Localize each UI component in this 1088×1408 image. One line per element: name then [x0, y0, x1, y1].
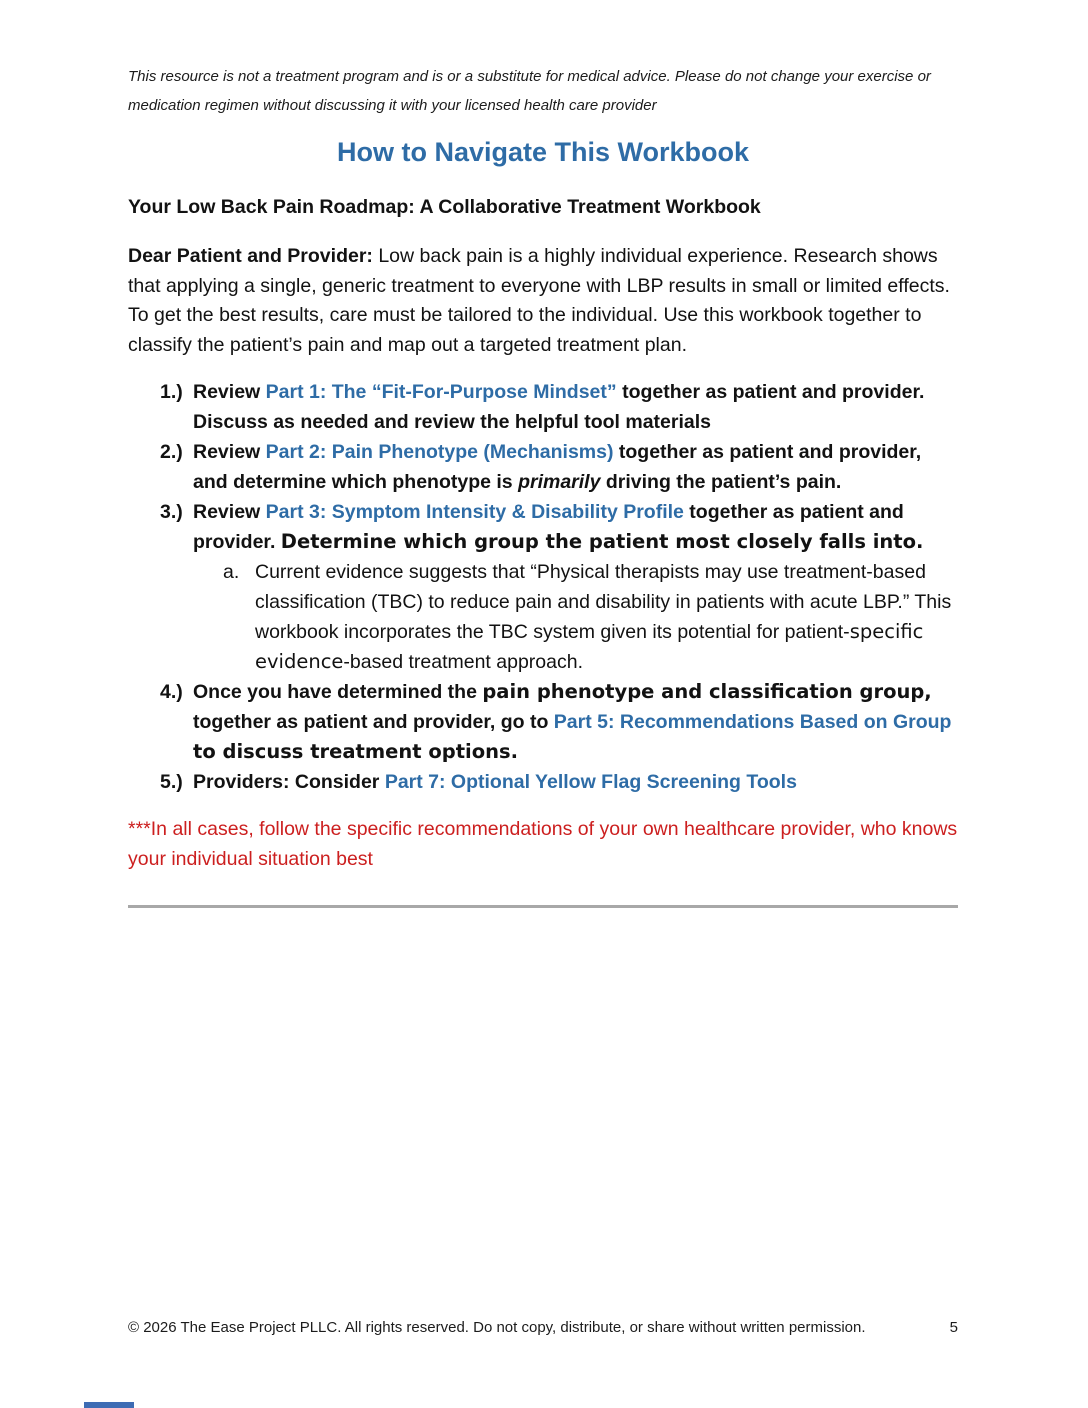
- item4-mid: together as patient and provider, go to: [193, 711, 554, 733]
- document-subtitle: Your Low Back Pain Roadmap: A Collaborative Treatment Workbook: [128, 196, 761, 218]
- list-item-1: [160, 377, 958, 437]
- list-subitem-a: [223, 557, 958, 677]
- item1-post: together as patient and provider. Discuss as needed and review the helpful tool materials: [193, 381, 925, 433]
- item5-pre: Providers: Consider: [193, 771, 385, 793]
- list-item-text: [193, 437, 958, 497]
- item4-post: to discuss treatment options.: [193, 740, 519, 763]
- page-title: How to Navigate This Workbook: [336, 137, 750, 167]
- list-item-5: [160, 767, 958, 797]
- intro-body: Low back pain is a highly individual experience. Research shows that applying a single, generic treatment to everyone with LBP results in small or limited effects. To get the best results, care must be tailored to the individual. Use this workbook together to classify the patient’s pain and map out a targeted treatment plan.: [128, 245, 950, 356]
- link-part-3[interactable]: Part 3: Symptom Intensity & Disability Profile: [265, 501, 684, 523]
- list-item-2: [160, 437, 958, 497]
- item2-emphasis: primarily: [518, 471, 601, 493]
- page-number: 5: [949, 1319, 958, 1336]
- link-part-1[interactable]: Part 1: The “Fit-For-Purpose Mindset”: [265, 381, 617, 403]
- list-item-text: [193, 677, 958, 767]
- numbered-list: [128, 377, 958, 797]
- item3-mid: together as patient and provider.: [193, 501, 904, 553]
- item3-pre: Review: [193, 501, 266, 523]
- item3-heavy: Determine which group the patient most closely falls into.: [280, 530, 924, 553]
- item4-pre: Once you have determined the: [193, 681, 483, 703]
- section-divider: [128, 905, 958, 908]
- list-item-4: [160, 677, 958, 767]
- item4-heavy: pain phenotype and classification group,: [482, 680, 932, 703]
- scrollbar-thumb[interactable]: [84, 1402, 134, 1408]
- list-item-number: a.: [223, 561, 240, 583]
- list-item-number: 4.): [160, 681, 183, 703]
- warning-text: ***In all cases, follow the specific recommendations of your own healthcare provider, who knows your individual situation best: [128, 818, 958, 870]
- list-item-number: 1.): [160, 381, 183, 403]
- disclaimer-text: This resource is not a treatment program and is or a substitute for medical advice. Please do not change your exercise or medication regimen without discussing it with your licensed health care provider: [128, 68, 931, 114]
- list-item-number: 2.): [160, 441, 183, 463]
- intro-lead: Dear Patient and Provider:: [128, 245, 373, 267]
- item2-mid: together as patient and provider, and determine which phenotype is: [193, 441, 922, 493]
- link-part-5[interactable]: Part 5: Recommendations Based on Group: [553, 711, 952, 733]
- item3a-pre: Current evidence suggests that “Physical therapists may use treatment-based classification (TBC) to reduce pain and disability in patients with acute LBP.” This workbook incorporates the TBC system given its potential for patient-: [255, 561, 952, 643]
- item3a-post: -based treatment approach.: [343, 651, 583, 673]
- list-item-number: 5.): [160, 771, 183, 793]
- item2-post: driving the patient’s pain.: [600, 471, 842, 493]
- list-item-3: [160, 497, 958, 557]
- item2-pre: Review: [193, 441, 266, 463]
- item1-pre: Review: [193, 381, 266, 403]
- list-item-text: [255, 557, 958, 677]
- link-part-2[interactable]: Part 2: Pain Phenotype (Mechanisms): [265, 441, 614, 463]
- list-item-text: [193, 767, 958, 797]
- list-item-number: 3.): [160, 501, 183, 523]
- intro-paragraph: [128, 242, 958, 360]
- page-footer: [128, 1318, 958, 1338]
- item3a-alt: specific evidence: [255, 620, 924, 673]
- copyright-text: © 2026 The Ease Project PLLC. All rights reserved. Do not copy, distribute, or share without written permission.: [128, 1319, 866, 1336]
- link-part-7[interactable]: Part 7: Optional Yellow Flag Screening Tools: [384, 771, 797, 793]
- list-item-text: [193, 377, 958, 437]
- list-item-text: [193, 497, 958, 557]
